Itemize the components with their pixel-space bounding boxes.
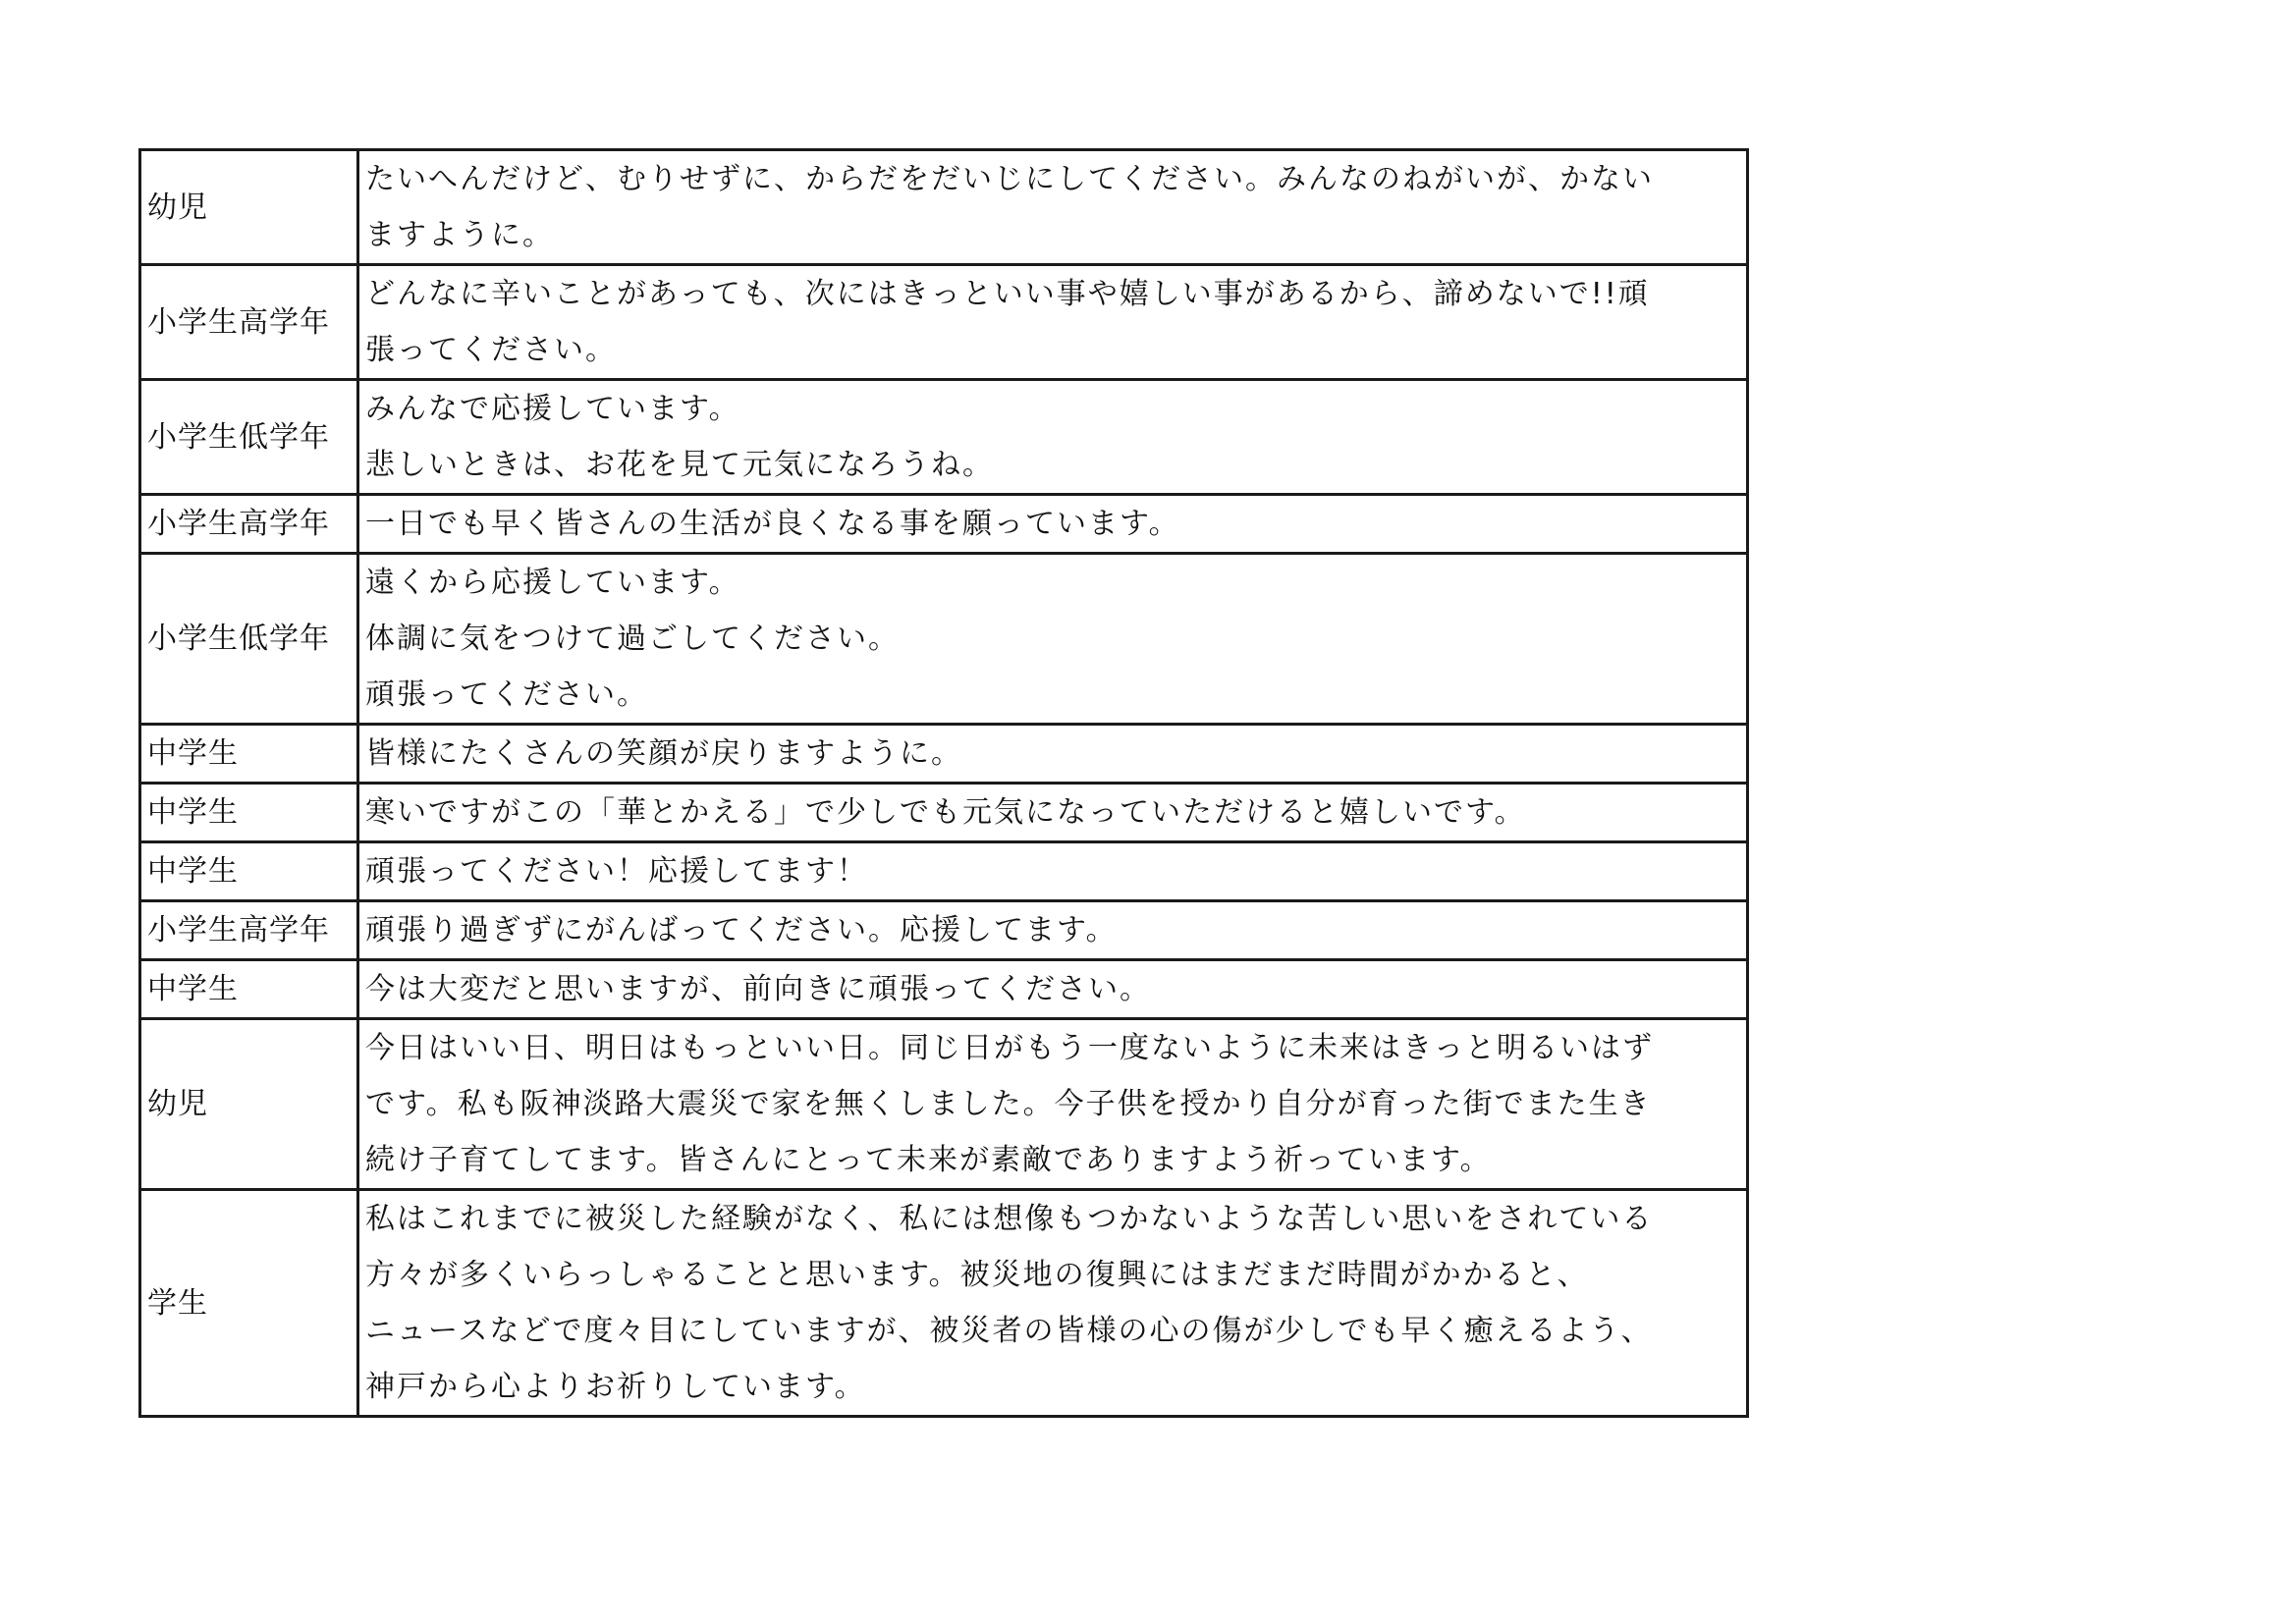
message-line: 神戸から心よりお祈りしています。: [365, 1370, 866, 1404]
message-line: 寒いですがこの「華とかえる」で少しでも元気になっていただけると嬉しいです。: [365, 795, 1526, 830]
table-row: [140, 842, 1748, 901]
grade-cell: 幼児: [140, 1019, 358, 1190]
grade-cell: 学生: [140, 1190, 358, 1417]
table-row: [140, 725, 1748, 784]
table-row: [140, 1019, 1748, 1190]
messages-table: [138, 148, 1749, 1418]
table-row: [140, 380, 1748, 495]
message-cell: [358, 725, 1748, 784]
message-cell: [358, 1190, 1748, 1417]
table-row: [140, 1190, 1748, 1417]
table-row: [140, 150, 1748, 265]
table-row: [140, 960, 1748, 1019]
message-cell: [358, 1019, 1748, 1190]
grade-cell: 中学生: [140, 960, 358, 1019]
message-line: 悲しいときは、お花を見て元気になろうね。: [365, 448, 994, 482]
grade-cell: 小学生低学年: [140, 380, 358, 495]
table-row: [140, 495, 1748, 554]
grade-cell: 幼児: [140, 150, 358, 265]
message-line: 今は大変だと思いますが、前向きに頑張ってください。: [365, 972, 1151, 1006]
message-line: 私はこれまでに被災した経験がなく、私には想像もつかないような苦しい思いをされている: [365, 1202, 1654, 1236]
message-line: 皆様にたくさんの笑顔が戻りますように。: [365, 736, 962, 771]
message-line: です。私も阪神淡路大震災で家を無くしました。今子供を授かり自分が育った街でまた生き: [365, 1087, 1652, 1121]
grade-cell: 中学生: [140, 842, 358, 901]
message-line: 遠くから応援しています。: [365, 566, 740, 600]
message-cell: [358, 784, 1748, 842]
message-cell: [358, 150, 1748, 265]
grade-cell: 中学生: [140, 725, 358, 784]
table-row: [140, 901, 1748, 960]
message-line: たいへんだけど、むりせずに、からだをだいじにしてください。みんなのねがいが、かない: [365, 162, 1654, 196]
table-row: [140, 554, 1748, 725]
message-line: ニュースなどで度々目にしていますが、被災者の皆様の心の傷が少しでも早く癒えるよう、: [365, 1314, 1653, 1348]
message-line: 続け子育てしてます。皆さんにとって未来が素敵でありますよう祈っています。: [365, 1143, 1492, 1177]
message-cell: [358, 380, 1748, 495]
message-cell: [358, 554, 1748, 725]
message-line: ますように。: [365, 218, 554, 252]
message-cell: [358, 960, 1748, 1019]
message-cell: [358, 495, 1748, 554]
message-line: 頑張ってください！応援してます！: [365, 854, 868, 889]
message-line: 体調に気をつけて過ごしてください。: [365, 622, 900, 656]
message-line: 張ってください。: [365, 333, 617, 367]
table-row: [140, 784, 1748, 842]
message-cell: [358, 842, 1748, 901]
message-cell: [358, 265, 1748, 380]
message-line: 頑張ってください。: [365, 677, 648, 712]
message-line: 今日はいい日、明日はもっといい日。同じ日がもう一度ないように未来はきっと明るいはず: [365, 1031, 1654, 1065]
message-line: 方々が多くいらっしゃることと思います。被災地の復興にはまだまだ時間がかかると、: [365, 1258, 1589, 1292]
message-cell: [358, 901, 1748, 960]
table-row: [140, 265, 1748, 380]
message-line: 頑張り過ぎずにがんばってください。応援してます。: [365, 913, 1118, 947]
message-line: みんなで応援しています。: [365, 392, 740, 426]
grade-cell: 小学生高学年: [140, 265, 358, 380]
message-line: 一日でも早く皆さんの生活が良くなる事を願っています。: [365, 507, 1180, 541]
grade-cell: 小学生低学年: [140, 554, 358, 725]
grade-cell: 小学生高学年: [140, 495, 358, 554]
message-line: どんなに辛いことがあっても、次にはきっといい事や嬉しい事があるから、諦めないで!!頑: [365, 277, 1650, 311]
grade-cell: 小学生高学年: [140, 901, 358, 960]
grade-cell: 中学生: [140, 784, 358, 842]
